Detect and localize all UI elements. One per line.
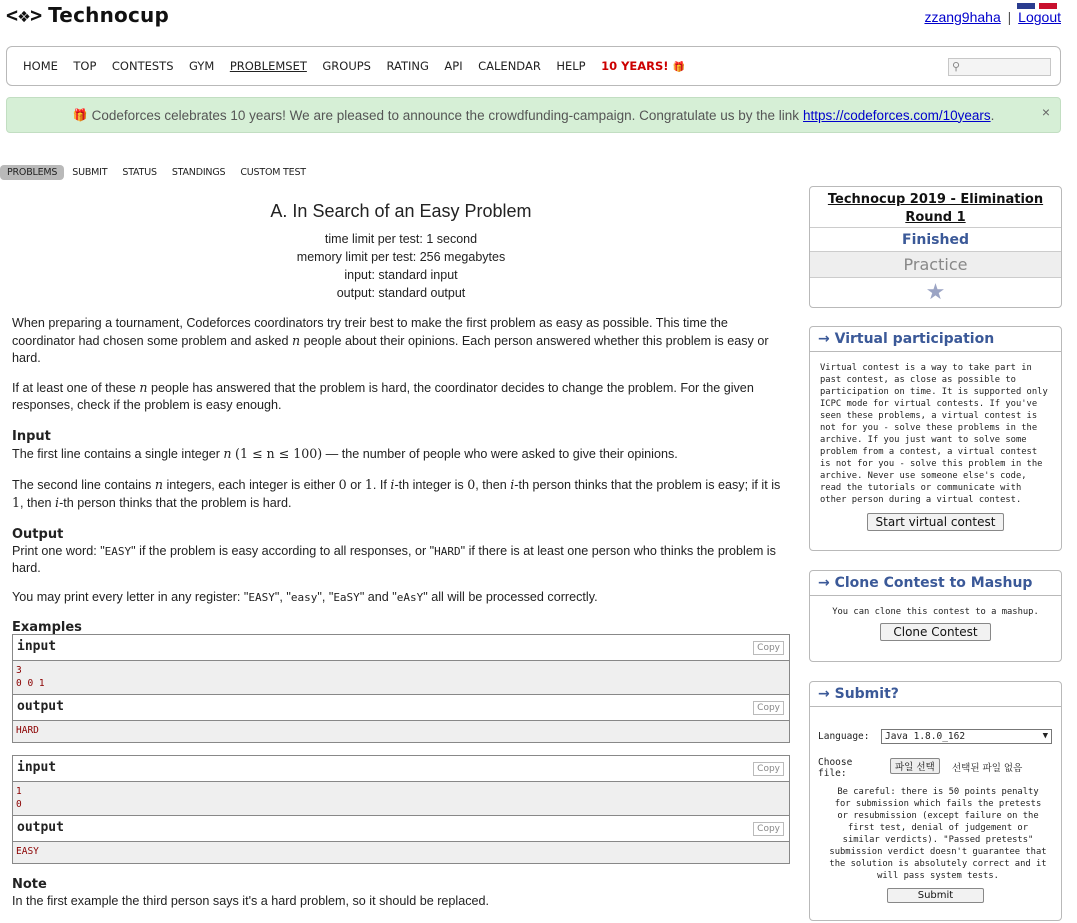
example-input-header bbox=[13, 635, 789, 661]
input-paragraph-1: The first line contains a single integer n (1 ≤ n ≤ 100) — the number of people who were asked to give their opinions. bbox=[12, 446, 678, 461]
close-icon[interactable]: × bbox=[1041, 104, 1050, 120]
output-section-title: Output bbox=[12, 527, 64, 542]
contest-info-box bbox=[809, 186, 1062, 308]
problem-title: A. In Search of an Easy Problem bbox=[270, 201, 532, 221]
language-label: Language: bbox=[818, 731, 870, 742]
username-link[interactable]: zzang9haha bbox=[924, 9, 1001, 25]
menu-contests[interactable]: CONTESTS bbox=[111, 59, 174, 73]
menu-10-years-label: 10 YEARS! bbox=[601, 59, 669, 73]
input-paragraph-2: The second line contains n integers, each integer is either 0 or 1. If i-th integer is 0, then i-th person thinks that the problem is easy; if it is 1, then i-th person thinks that the problem is hard. bbox=[12, 477, 781, 510]
output-paragraph-2: You may print every letter in any register: "EASY", "easy", "EaSY" and "eAsY" all will be processed correctly. bbox=[12, 590, 598, 604]
choose-file-label: Choose file: bbox=[818, 757, 853, 779]
separator: | bbox=[1007, 9, 1012, 25]
announcement-link[interactable]: https://codeforces.com/10years bbox=[803, 107, 991, 123]
problem-tabs bbox=[0, 165, 314, 180]
input-source: input: standard input bbox=[344, 268, 458, 282]
example-output-header bbox=[13, 816, 789, 842]
contest-status-row bbox=[810, 228, 1061, 252]
copy-button[interactable]: Copy bbox=[753, 701, 784, 715]
start-virtual-contest-button[interactable]: Start virtual contest bbox=[867, 513, 1005, 531]
example-output: EASY bbox=[13, 842, 789, 863]
virtual-participation-title: → Virtual participation bbox=[810, 327, 1061, 352]
tab-status[interactable]: STATUS bbox=[122, 167, 157, 178]
menu-gym[interactable]: GYM bbox=[189, 59, 215, 73]
problem-limits bbox=[12, 230, 790, 302]
output-source: output: standard output bbox=[336, 286, 466, 300]
example-input-label: input bbox=[17, 760, 57, 775]
example-input: 1 0 bbox=[13, 782, 789, 816]
language-row bbox=[818, 729, 1053, 745]
input-section-title: Input bbox=[12, 429, 51, 444]
output-paragraph-1: Print one word: "EASY" if the problem is easy according to all responses, or "HARD" if there is at least one person who thinks the problem is hard. bbox=[12, 544, 776, 575]
announcement-text: Codeforces celebrates 10 years! We are pleased to announce the crowdfunding-campaign. Congratulate us by the link bbox=[91, 107, 800, 123]
logo-text: Technocup bbox=[48, 3, 169, 27]
gift-icon: 🎁 bbox=[672, 62, 686, 73]
example-output-label: output bbox=[17, 820, 64, 835]
contest-name-row bbox=[810, 187, 1061, 228]
announcement-period: . bbox=[990, 107, 995, 123]
virtual-participation-box bbox=[809, 326, 1062, 551]
tab-problems[interactable]: PROBLEMS bbox=[0, 165, 64, 180]
language-select[interactable] bbox=[881, 729, 1052, 744]
contest-status: Finished bbox=[902, 232, 969, 248]
language-select-value: Java 1.8.0_162 bbox=[885, 731, 966, 742]
announcement-banner bbox=[6, 97, 1061, 133]
menu-10-years[interactable] bbox=[601, 59, 685, 73]
site-logo[interactable] bbox=[6, 2, 169, 28]
clone-contest-box bbox=[809, 570, 1062, 662]
submit-button[interactable]: Submit bbox=[887, 888, 984, 903]
time-limit: time limit per test: 1 second bbox=[324, 232, 478, 246]
note-title: Note bbox=[12, 877, 47, 892]
trophy-icon: <❖> bbox=[6, 3, 43, 27]
example-output-label: output bbox=[17, 699, 64, 714]
search-input[interactable] bbox=[948, 58, 1051, 76]
practice-label: Practice bbox=[903, 255, 968, 274]
submit-title: → Submit? bbox=[810, 682, 1061, 707]
note-section bbox=[12, 876, 790, 910]
legend-paragraph-2: If at least one of these n people has answered that the problem is hard, the coordinator decides to change the problem. For the given responses, check if the problem is easy enough. bbox=[12, 380, 754, 412]
menu-problemset[interactable]: PROBLEMSET bbox=[229, 59, 307, 73]
example-input-label: input bbox=[17, 639, 57, 654]
legend-paragraph-1: When preparing a tournament, Codeforces coordinators try treir best to make the first problem as easy as possible. This time the coordinator had chosen some problem and asked n people about their opinions. Each person answered whether this problem is easy or hard. bbox=[12, 316, 769, 365]
logout-link[interactable]: Logout bbox=[1018, 9, 1061, 25]
menu-top[interactable]: TOP bbox=[73, 59, 97, 73]
submit-warning: Be careful: there is 50 points penalty for submission which fails the pretests or resubmission (except failure on the first test, denial of judgement or similar verdicts). "Passed pretests" submission verdict doesn't guarantee that the solution is absolutely correct and it will pass system tests. bbox=[829, 787, 1047, 881]
menu-help[interactable]: HELP bbox=[556, 59, 586, 73]
file-row bbox=[818, 757, 1053, 781]
search-icon: ⚲ bbox=[952, 61, 961, 73]
dropdown-icon: ▼ bbox=[1042, 731, 1048, 741]
choose-file-button[interactable]: 파일 선택 bbox=[890, 758, 940, 774]
example-output: HARD bbox=[13, 721, 789, 742]
clone-contest-text: You can clone this contest to a mashup. bbox=[832, 607, 1039, 617]
example-output-header bbox=[13, 695, 789, 721]
star-icon[interactable]: ★ bbox=[925, 279, 946, 304]
menu-rating[interactable]: RATING bbox=[386, 59, 429, 73]
virtual-participation-text: Virtual contest is a way to take part in past contest, as close as possible to participation on time. It is supported only ICPC mode for virtual contests. If you've seen these problems, a virtual contest is not for you - solve these problems in the archive. If you just want to solve some problem from a contest, a virtual contest is not for you - solve this problem in the archive. Never use someone else's code, read the tutorials or communicate with other person during a virtual contest. bbox=[820, 363, 1048, 505]
language-flags[interactable] bbox=[1013, 0, 1059, 2]
tab-standings[interactable]: STANDINGS bbox=[171, 167, 226, 178]
note-text: In the first example the third person says it's a hard problem, so it should be replaced. bbox=[12, 894, 490, 908]
example-1 bbox=[12, 634, 790, 743]
contest-name-link[interactable]: Technocup 2019 - Elimination Round 1 bbox=[827, 192, 1044, 225]
file-status: 선택된 파일 없음 bbox=[952, 763, 1023, 774]
star-row bbox=[810, 278, 1061, 306]
clone-contest-button[interactable]: Clone Contest bbox=[880, 623, 990, 641]
example-input-header bbox=[13, 756, 789, 782]
copy-button[interactable]: Copy bbox=[753, 822, 784, 836]
clone-contest-title: → Clone Contest to Mashup bbox=[810, 571, 1061, 596]
memory-limit: memory limit per test: 256 megabytes bbox=[296, 250, 506, 264]
examples-title: Examples bbox=[12, 620, 82, 635]
submit-box bbox=[809, 681, 1062, 921]
example-2 bbox=[12, 755, 790, 864]
tab-submit[interactable]: SUBMIT bbox=[72, 167, 108, 178]
menu-home[interactable]: HOME bbox=[23, 59, 58, 73]
menu-api[interactable]: API bbox=[444, 59, 463, 73]
menu-calendar[interactable]: CALENDAR bbox=[478, 59, 541, 73]
copy-button[interactable]: Copy bbox=[753, 641, 784, 655]
problem-statement bbox=[12, 198, 790, 636]
practice-row bbox=[810, 252, 1061, 278]
menu-groups[interactable]: GROUPS bbox=[322, 59, 371, 73]
gift-icon: 🎁 bbox=[72, 108, 88, 122]
main-menu bbox=[6, 46, 1061, 86]
tab-custom-test[interactable]: CUSTOM TEST bbox=[240, 167, 306, 178]
user-links bbox=[924, 9, 1061, 25]
example-input: 3 0 0 1 bbox=[13, 661, 789, 695]
copy-button[interactable]: Copy bbox=[753, 762, 784, 776]
